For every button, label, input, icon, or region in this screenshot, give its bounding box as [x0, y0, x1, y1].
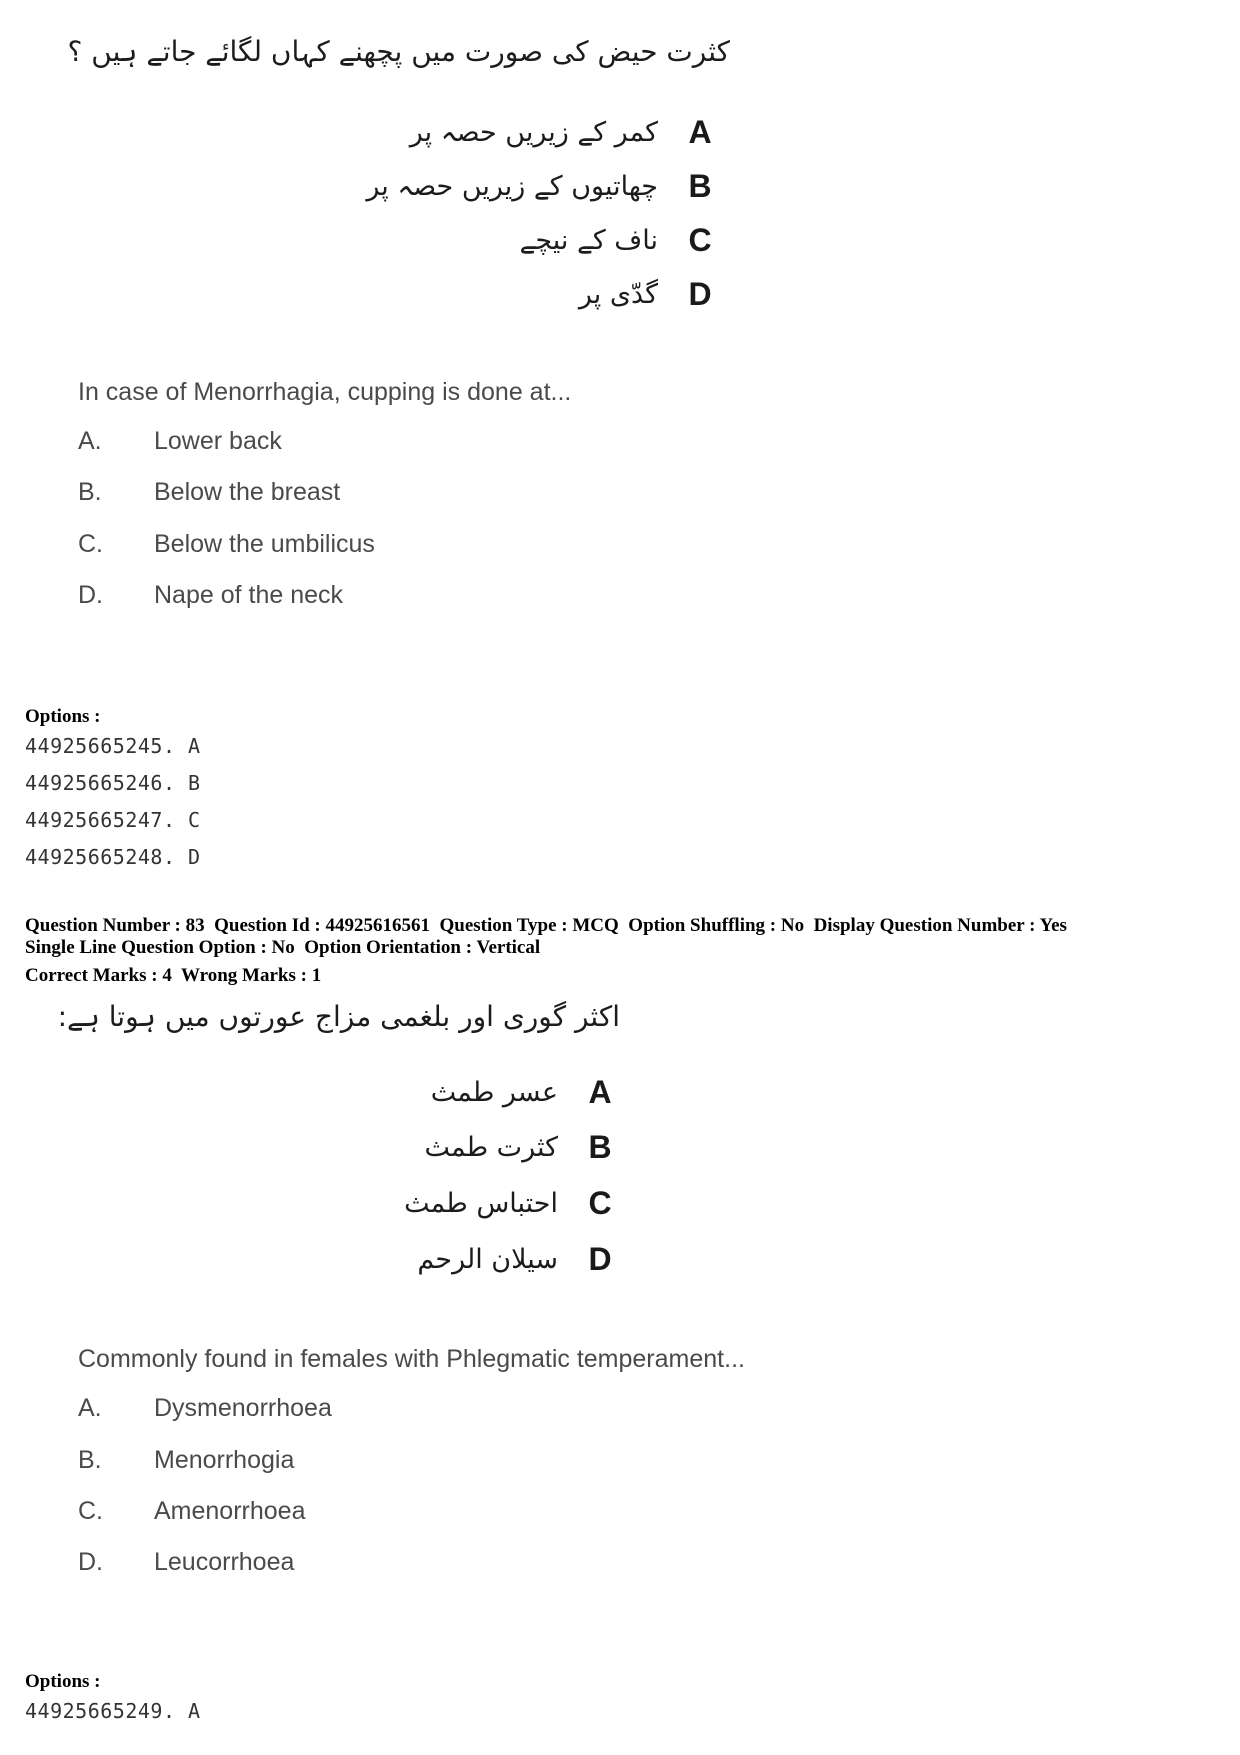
option-text: کمر کے زیریں حصہ پر	[409, 116, 658, 148]
option-letter: D.	[78, 1548, 103, 1576]
urdu-question-82	[50, 30, 730, 74]
option-text: چھاتیوں کے زیریں حصہ پر	[366, 170, 658, 202]
option-text: Below the umbilicus	[154, 530, 375, 558]
option-letter: A	[688, 113, 712, 150]
option-letter: D.	[78, 581, 103, 609]
option-text: عسر طمث	[430, 1076, 558, 1108]
marks-line: Correct Marks : 4 Wrong Marks : 1	[25, 965, 322, 986]
urdu-question-text: کثرت حیض کی صورت میں پچھنے کہاں لگائے جاتے ہیں ؟	[67, 35, 730, 68]
option-id: 44925665247. C	[25, 808, 201, 832]
english-option-a	[78, 1394, 332, 1430]
english-option-d	[78, 1548, 294, 1584]
option-text: Leucorrhoea	[154, 1548, 295, 1576]
option-letter: B	[688, 167, 712, 204]
urdu-option-b	[424, 1121, 620, 1173]
option-letter: B.	[78, 478, 102, 506]
option-text: Dysmenorrhoea	[154, 1394, 332, 1422]
option-text: Nape of the neck	[154, 581, 344, 609]
option-text: Lower back	[154, 427, 282, 455]
option-letter: C	[688, 221, 712, 258]
option-text: ناف کے نیچے	[519, 224, 658, 256]
option-id: 44925665246. B	[25, 771, 201, 795]
english-option-c	[78, 530, 375, 566]
english-question-83: Commonly found in females with Phlegmatic temperament...	[78, 1345, 745, 1373]
urdu-option-c	[404, 1177, 620, 1229]
english-option-b	[78, 1446, 294, 1482]
english-option-d	[78, 581, 343, 617]
urdu-option-d	[579, 268, 720, 320]
english-option-c	[78, 1497, 305, 1533]
option-letter: A.	[78, 1394, 102, 1422]
urdu-option-d	[417, 1233, 620, 1285]
option-text: Amenorrhoea	[154, 1497, 306, 1525]
option-text: سیلان الرحم	[417, 1243, 558, 1275]
option-id: 44925665245. A	[25, 734, 201, 758]
urdu-option-c	[520, 214, 720, 266]
english-option-a	[78, 427, 282, 463]
english-question-82: In case of Menorrhagia, cupping is done at...	[78, 378, 572, 406]
option-text: گدّی پر	[578, 278, 658, 310]
urdu-question-83	[50, 995, 620, 1039]
question-meta-line: Question Number : 83 Question Id : 44925616561 Question Type : MCQ Option Shuffling : No Display Question Number : Yes	[25, 915, 1067, 936]
urdu-question-text: اکثر گوری اور بلغمی مزاج عورتوں میں ہوتا ہے:	[57, 1000, 620, 1033]
option-id: 44925665248. D	[25, 845, 201, 869]
option-id: 44925665249. A	[25, 1699, 201, 1723]
option-text: Below the breast	[154, 478, 341, 506]
option-letter: C.	[78, 1497, 103, 1525]
option-letter: A.	[78, 427, 102, 455]
option-text: کثرت طمث	[424, 1131, 558, 1163]
option-letter: C.	[78, 530, 103, 558]
option-letter: D	[588, 1240, 612, 1277]
option-letter: C	[588, 1184, 612, 1221]
option-letter: B.	[78, 1446, 102, 1474]
options-label: Options :	[25, 1671, 101, 1692]
option-letter: D	[688, 275, 712, 312]
english-option-b	[78, 478, 340, 514]
option-text: Menorrhogia	[154, 1446, 295, 1474]
option-letter: A	[588, 1073, 612, 1110]
urdu-option-a	[410, 106, 720, 158]
option-text: احتباس طمث	[404, 1187, 558, 1219]
urdu-option-a	[431, 1066, 620, 1118]
question-meta-line: Single Line Question Option : No Option Orientation : Vertical	[25, 937, 541, 958]
options-label: Options :	[25, 706, 101, 727]
option-letter: B	[588, 1128, 612, 1165]
urdu-option-b	[366, 160, 720, 212]
